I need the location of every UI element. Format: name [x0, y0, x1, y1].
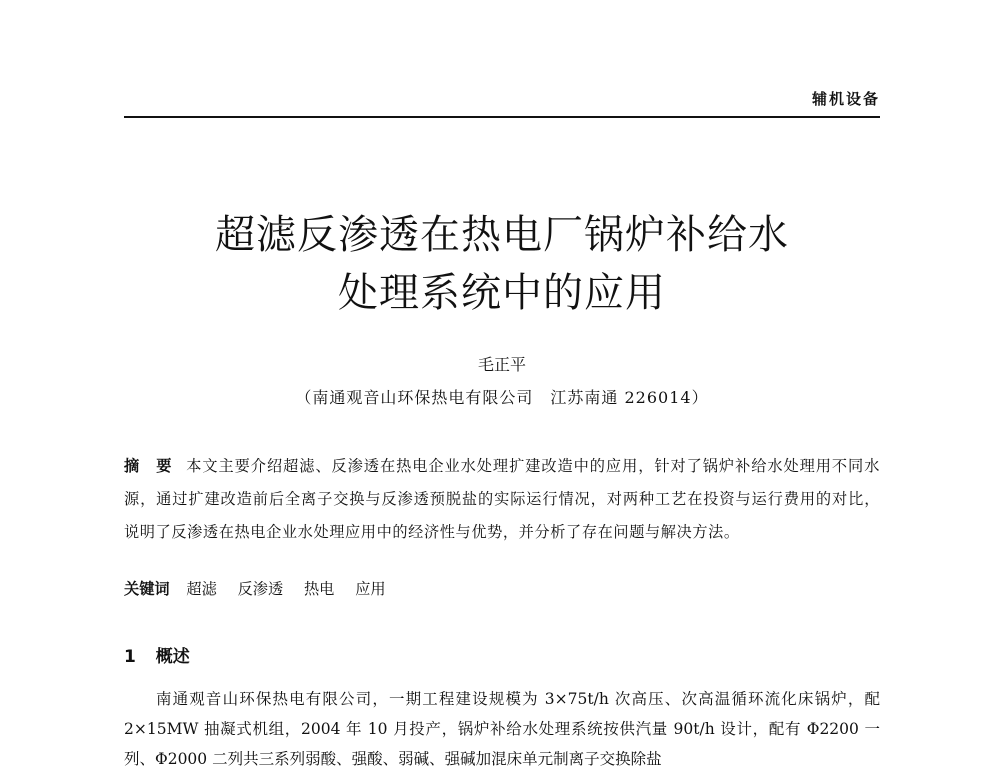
author-name: 毛正平 — [477, 355, 526, 374]
title-line-1: 超滤反渗透在热电厂锅炉补给水 — [215, 212, 789, 258]
keyword: 热电 — [303, 580, 335, 598]
paper-title — [124, 206, 880, 322]
keywords — [124, 578, 880, 599]
author-affiliation: （南通观音山环保热电有限公司 江苏南通 226014） — [295, 388, 709, 407]
title-line-2: 处理系统中的应用 — [338, 270, 666, 316]
running-head: 辅机设备 — [811, 90, 880, 108]
section-heading — [124, 642, 190, 667]
abstract-text: 本文主要介绍超滤、反渗透在热电企业水处理扩建改造中的应用，针对了锅炉补给水处理用不同水源，通过扩建改造前后全离子交换与反渗透预脱盐的实际运行情况，对两种工艺在投资与运行费用的对比，说明了反渗透在热电企业水处理应用中的经济性与优势，并分析了存在问题与解决方法。 — [124, 457, 880, 541]
header-rule — [124, 116, 880, 118]
section-title: 概述 — [155, 647, 190, 667]
abstract — [124, 450, 880, 549]
keyword: 超滤 — [186, 580, 217, 598]
keyword: 应用 — [355, 580, 386, 598]
abstract-label: 摘 要 — [124, 457, 173, 475]
body-paragraph: 南通观音山环保热电有限公司，一期工程建设规模为 3×75t/h 次高压、次高温循环流化床锅炉，配 2×15MW 抽凝式机组，2004 年 10 月投产，锅炉补给水处理系统按供汽量 90t/h 设计，配有 Φ2200 一列、Φ2000 二列共三系列弱酸、强酸、弱碱、强碱加混床单元制离子交换除盐 — [124, 690, 880, 768]
section-number: 1 — [124, 647, 136, 667]
keyword: 反渗透 — [237, 580, 284, 598]
keywords-label: 关键词 — [124, 580, 170, 598]
